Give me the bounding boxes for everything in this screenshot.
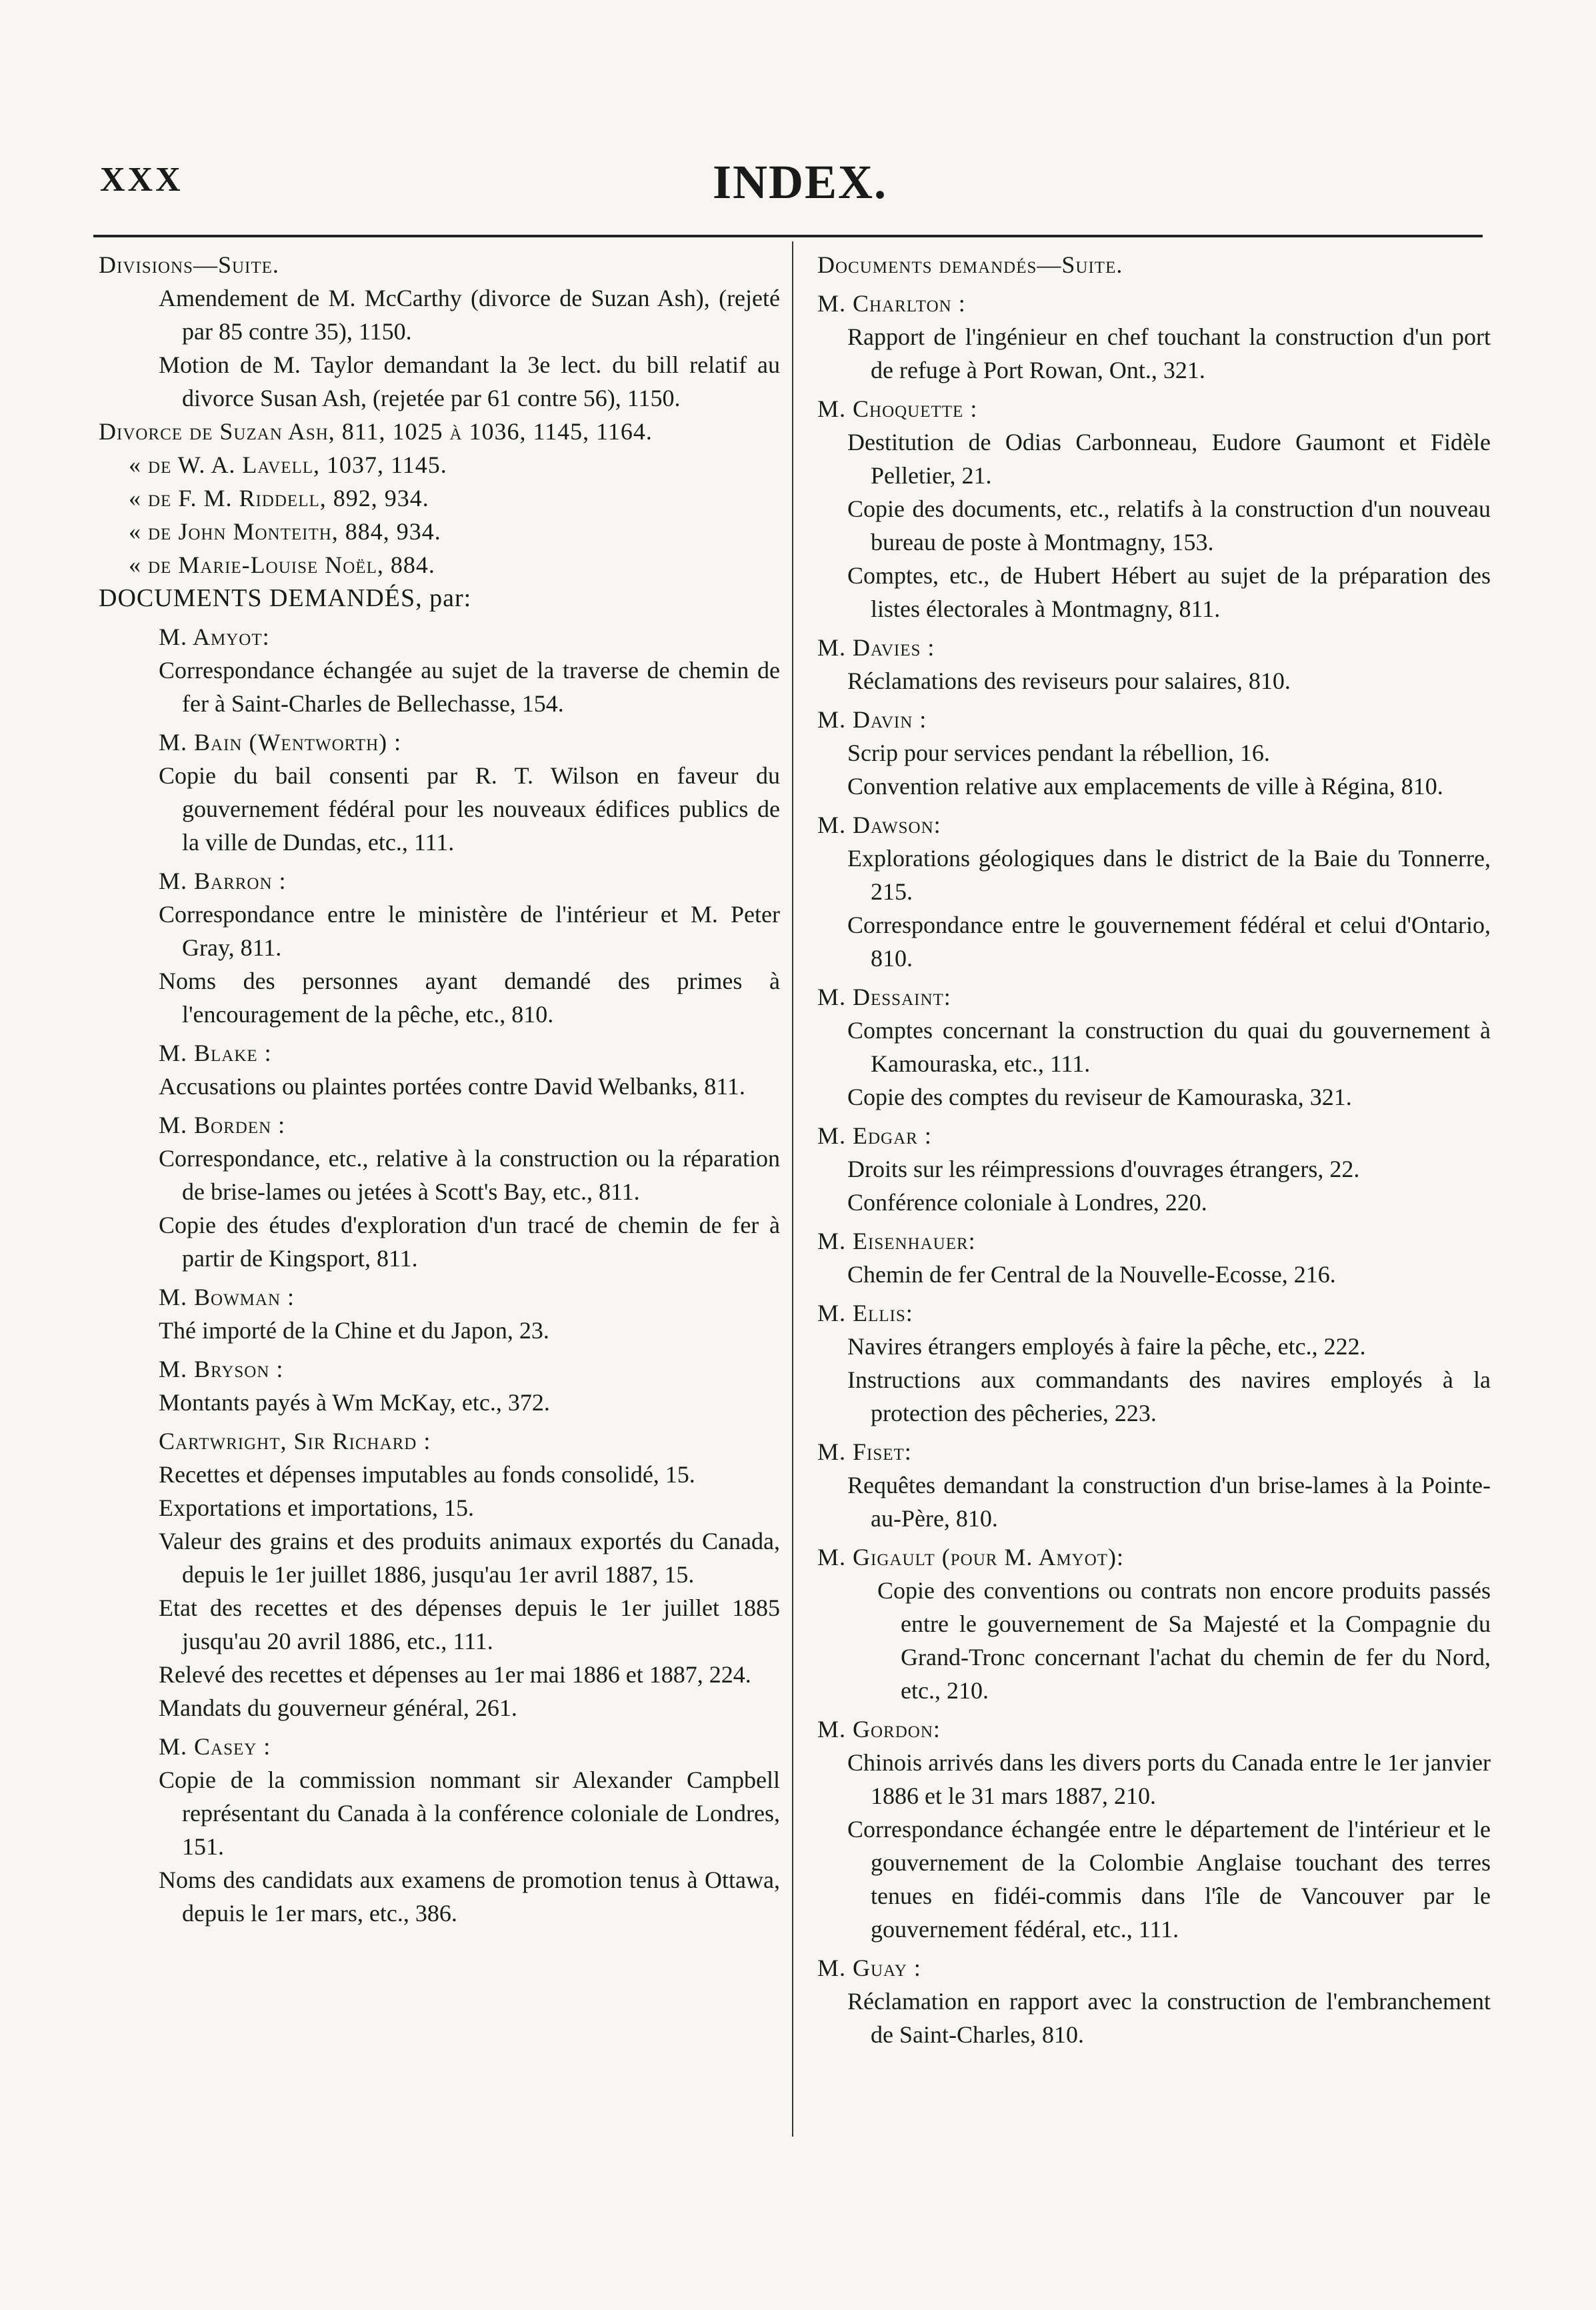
index-entry: Explorations géologiques dans le district de la Baie du Tonnerre, 215. (847, 845, 1491, 905)
member-name: M. Dessaint: (817, 984, 951, 1010)
index-entry: Exportations et importations, 15. (159, 1494, 474, 1521)
page-number: XXX (100, 161, 183, 199)
index-entry: Réclamations des reviseurs pour salaires, 810. (847, 668, 1291, 694)
member-name: M. Gordon: (817, 1716, 941, 1743)
index-heading: Divisions—Suite. (99, 251, 279, 278)
index-entry: Amendement de M. McCarthy (divorce de Suzan Ash), (rejeté par 85 contre 35), 1150. (159, 285, 780, 345)
index-entry: Relevé des recettes et dépenses au 1er mai 1886 et 1887, 224. (159, 1661, 751, 1688)
index-entry: Copie de la commission nommant sir Alexander Campbell représentant du Canada à la conférence coloniale de Londres, 151. (159, 1767, 780, 1860)
member-name: Cartwright, Sir Richard : (159, 1428, 431, 1454)
index-entry: Noms des candidats aux examens de promotion tenus à Ottawa, depuis le 1er mars, etc., 386. (159, 1867, 780, 1927)
right-column (817, 248, 1491, 2051)
index-entry: Réclamation en rapport avec la construction de l'embranchement de Saint-Charles, 810. (847, 1988, 1491, 2048)
index-entry: Mandats du gouverneur général, 261. (159, 1694, 517, 1721)
member-name: M. Dawson: (817, 812, 941, 838)
section-heading: DOCUMENTS DEMANDÉS, par: (99, 584, 472, 612)
index-entry: Copie des documents, etc., relatifs à la construction d'un nouveau bureau de poste à Montmagny, 153. (847, 495, 1491, 555)
member-name: M. Edgar : (817, 1122, 932, 1149)
index-entry: Motion de M. Taylor demandant la 3e lect. du bill relatif au divorce Susan Ash, (rejetée par 61 contre 56), 1150. (159, 351, 780, 411)
index-entry: Correspondance entre le gouvernement fédéral et celui d'Ontario, 810. (847, 912, 1491, 972)
index-entry: Navires étrangers employés à faire la pêche, etc., 222. (847, 1333, 1366, 1360)
member-name: M. Davin : (817, 706, 927, 733)
member-name: M. Bryson : (159, 1356, 284, 1382)
index-entry: Conférence coloniale à Londres, 220. (847, 1189, 1207, 1216)
index-entry: Accusations ou plaintes portées contre David Welbanks, 811. (159, 1073, 745, 1100)
index-entry: Requêtes demandant la construction d'un brise-lames à la Pointe-au-Père, 810. (847, 1472, 1491, 1532)
index-entry: Comptes, etc., de Hubert Hébert au sujet de la préparation des listes électorales à Montmagny, 811. (847, 562, 1491, 622)
index-entry: Droits sur les réimpressions d'ouvrages étrangers, 22. (847, 1156, 1360, 1182)
index-entry: Thé importé de la Chine et du Japon, 23. (159, 1317, 549, 1344)
left-column (99, 248, 780, 1930)
member-name: M. Blake : (159, 1040, 272, 1066)
column-divider (792, 241, 793, 2137)
index-heading: Divorce de Suzan Ash, 811, 1025 à 1036, 1145, 1164. (99, 418, 653, 445)
index-entry: Chinois arrivés dans les divers ports du Canada entre le 1er janvier 1886 et le 31 mars 1887, 210. (847, 1749, 1491, 1809)
index-heading: Documents demandés—Suite. (817, 251, 1123, 278)
index-entry: Correspondance échangée au sujet de la traverse de chemin de fer à Saint-Charles de Bellechasse, 154. (159, 657, 780, 717)
member-name: M. Gigault (pour M. Amyot): (817, 1544, 1125, 1570)
member-name: M. Charlton : (817, 290, 966, 317)
index-entry: Correspondance, etc., relative à la construction ou la réparation de brise-lames ou jetées à Scott's Bay, etc., 811. (159, 1145, 780, 1205)
index-entry: Copie des études d'exploration d'un tracé de chemin de fer à partir de Kingsport, 811. (159, 1212, 780, 1272)
member-name: M. Fiset: (817, 1438, 912, 1465)
index-entry: Rapport de l'ingénieur en chef touchant la construction d'un port de refuge à Port Rowan, Ont., 321. (847, 323, 1491, 383)
member-name: M. Casey : (159, 1733, 271, 1760)
index-entry: Instructions aux commandants des navires employés à la protection des pêcheries, 223. (847, 1366, 1491, 1426)
index-entry: Recettes et dépenses imputables au fonds consolidé, 15. (159, 1461, 695, 1488)
index-entry: Montants payés à Wm McKay, etc., 372. (159, 1389, 550, 1416)
index-entry: Correspondance échangée entre le département de l'intérieur et le gouvernement de la Colombie Anglaise touchant des terres tenues en fidéi-commis dans l'île de Vancouver par le gouvernement fédéral, etc., 111. (847, 1816, 1491, 1943)
index-entry: Correspondance entre le ministère de l'intérieur et M. Peter Gray, 811. (159, 901, 780, 961)
member-name: M. Borden : (159, 1112, 286, 1138)
index-subheading: « de W. A. Lavell, 1037, 1145. (129, 451, 447, 478)
index-entry: Noms des personnes ayant demandé des primes à l'encouragement de la pêche, etc., 810. (159, 968, 780, 1028)
index-entry: Etat des recettes et des dépenses depuis le 1er juillet 1885 jusqu'au 20 avril 1886, etc., 111. (159, 1594, 780, 1654)
member-name: M. Bain (Wentworth) : (159, 729, 402, 756)
index-subheading: « de John Monteith, 884, 934. (129, 518, 441, 545)
index-entry: Scrip pour services pendant la rébellion, 16. (847, 740, 1270, 766)
member-name: M. Davies : (817, 634, 935, 661)
index-entry: Valeur des grains et des produits animaux exportés du Canada, depuis le 1er juillet 1886, jusqu'au 1er avril 1887, 15. (159, 1528, 780, 1588)
index-entry: Comptes concernant la construction du quai du gouvernement à Kamouraska, etc., 111. (847, 1017, 1491, 1077)
index-entry: Copie des comptes du reviseur de Kamouraska, 321. (847, 1084, 1352, 1110)
member-name: M. Choquette : (817, 395, 978, 422)
running-head: INDEX. (712, 155, 888, 209)
index-entry: Chemin de fer Central de la Nouvelle-Ecosse, 216. (847, 1261, 1336, 1288)
member-name: M. Ellis: (817, 1300, 913, 1326)
member-name: M. Bowman : (159, 1284, 295, 1310)
index-subheading: « de F. M. Riddell, 892, 934. (129, 485, 429, 511)
index-entry: Copie du bail consenti par R. T. Wilson en faveur du gouvernement fédéral pour les nouveaux édifices publics de la ville de Dundas, etc., 111. (159, 762, 780, 856)
header-rule (93, 235, 1483, 237)
index-subheading: « de Marie-Louise Noël, 884. (129, 551, 435, 578)
member-name: M. Guay : (817, 1955, 921, 1981)
member-name: M. Amyot: (159, 624, 270, 650)
index-entry: Copie des conventions ou contrats non encore produits passés entre le gouvernement de Sa Majesté et la Compagnie du Grand-Tronc concernant l'achat du chemin de fer du Nord, etc., 210. (877, 1577, 1491, 1704)
index-entry: Destitution de Odias Carbonneau, Eudore Gaumont et Fidèle Pelletier, 21. (847, 429, 1491, 489)
member-name: M. Eisenhauer: (817, 1228, 976, 1254)
index-entry: Convention relative aux emplacements de ville à Régina, 810. (847, 773, 1443, 800)
member-name: M. Barron : (159, 868, 287, 894)
